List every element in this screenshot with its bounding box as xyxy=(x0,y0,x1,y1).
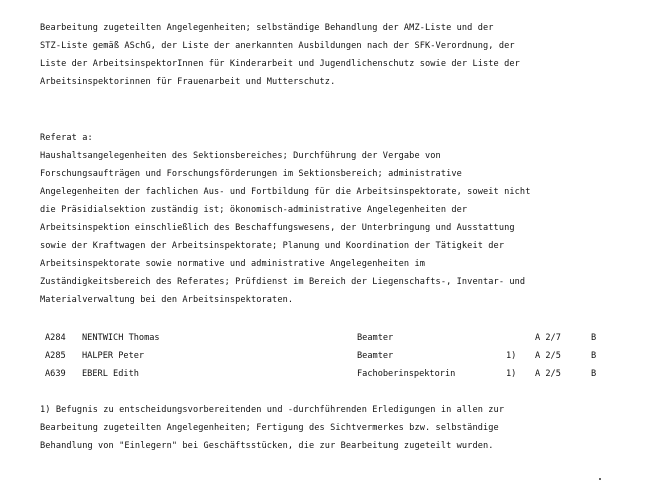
referat-line: Haushaltsangelegenheiten des Sektionsbereiches; Durchführung der Vergabe von xyxy=(40,151,441,161)
staff-role: Beamter xyxy=(357,333,394,343)
staff-role: Beamter xyxy=(357,351,394,361)
referat-line: die Präsidialsektion zuständig ist; ökonomisch-administrative Angelegenheiten der xyxy=(40,205,468,215)
staff-role: Fachoberinspektorin xyxy=(357,369,456,379)
staff-note: 1) xyxy=(506,369,517,379)
intro-line: Bearbeitung zugeteilten Angelegenheiten; selbständige Behandlung der AMZ-Liste und der xyxy=(40,23,494,33)
referat-line: Zuständigkeitsbereich des Referates; Prüfdienst im Bereich der Liegenschafts-, Inventar- und xyxy=(40,277,526,287)
referat-heading: Referat a: xyxy=(40,133,93,143)
staff-row xyxy=(0,350,662,362)
referat-line: Materialverwaltung bei den Arbeitsinspektoraten. xyxy=(40,295,294,305)
staff-name: HALPER Peter xyxy=(82,351,145,361)
staff-name: EBERL Edith xyxy=(82,369,139,379)
intro-line: Arbeitsinspektorinnen für Frauenarbeit und Mutterschutz. xyxy=(40,77,336,87)
staff-code: A285 xyxy=(45,351,66,361)
footnote-line: Bearbeitung zugeteilten Angelegenheiten; Fertigung des Sichtvermerkes bzw. selbständige xyxy=(40,423,499,433)
staff-category: B xyxy=(591,369,597,379)
staff-category: B xyxy=(591,351,597,361)
staff-code: A284 xyxy=(45,333,66,343)
referat-line: Forschungsaufträgen und Forschungsförderungen im Sektionsbereich; administrative xyxy=(40,169,462,179)
staff-note: 1) xyxy=(506,351,517,361)
intro-line: STZ-Liste gemäß ASchG, der Liste der anerkannten Ausbildungen nach der SFK-Verordnung, der xyxy=(40,41,515,51)
staff-grade: A 2/7 xyxy=(535,333,561,343)
referat-line: Arbeitsinspektion einschließlich des Beschaffungswesens, der Unterbringung und Ausstattung xyxy=(40,223,515,233)
intro-line: Liste der ArbeitsinspektorInnen für Kinderarbeit und Jugendlichenschutz sowie der Liste der xyxy=(40,59,520,69)
referat-line: Angelegenheiten der fachlichen Aus- und Fortbildung für die Arbeitsinspektorate, soweit nicht xyxy=(40,187,531,197)
staff-category: B xyxy=(591,333,597,343)
scan-speck xyxy=(599,478,601,480)
staff-grade: A 2/5 xyxy=(535,369,561,379)
footnote-line: 1) Befugnis zu entscheidungsvorbereitenden und -durchführenden Erledigungen in allen zur xyxy=(40,405,505,415)
footnote-line: Behandlung von "Einlegern" bei Geschäftsstücken, die zur Bearbeitung zugeteilt wurden. xyxy=(40,441,494,451)
referat-line: sowie der Kraftwagen der Arbeitsinspektorate; Planung und Koordination der Tätigkeit der xyxy=(40,241,505,251)
staff-row xyxy=(0,332,662,344)
staff-code: A639 xyxy=(45,369,66,379)
staff-name: NENTWICH Thomas xyxy=(82,333,160,343)
staff-row xyxy=(0,368,662,380)
staff-grade: A 2/5 xyxy=(535,351,561,361)
referat-line: Arbeitsinspektorate sowie normative und administrative Angelegenheiten im xyxy=(40,259,425,269)
